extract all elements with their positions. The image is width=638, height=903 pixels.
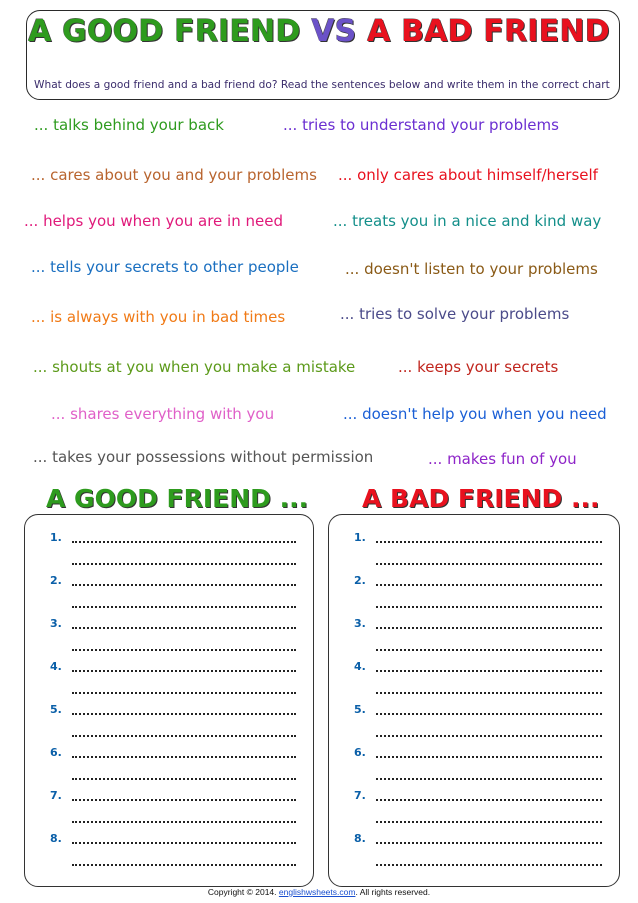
good-row-6[interactable]	[25, 744, 313, 766]
bad-row-2[interactable]	[329, 572, 619, 594]
row-number: 5.	[50, 703, 62, 716]
title-vs: VS	[311, 14, 357, 49]
answer-line[interactable]	[72, 821, 296, 823]
page-title	[0, 14, 638, 49]
row-number: 4.	[354, 660, 366, 673]
sentence-1: ... talks behind your back	[34, 116, 224, 134]
row-number: 2.	[354, 574, 366, 587]
sentence-10: ... tries to solve your problems	[340, 305, 570, 323]
sentence-4: ... only cares about himself/herself	[338, 166, 598, 184]
answer-line[interactable]	[376, 864, 602, 866]
answer-line[interactable]	[376, 541, 602, 543]
row-number: 5.	[354, 703, 366, 716]
copyright-suffix: . All rights reserved.	[355, 887, 431, 897]
good-row-4[interactable]	[25, 658, 313, 680]
sentence-8: ... doesn't listen to your problems	[345, 260, 598, 278]
answer-line[interactable]	[72, 541, 296, 543]
good-row-2[interactable]	[25, 572, 313, 594]
row-number: 7.	[354, 789, 366, 802]
sentence-15: ... takes your possessions without permission	[33, 448, 374, 466]
sentence-16: ... makes fun of you	[428, 450, 577, 468]
instructions: What does a good friend and a bad friend do? Read the sentences below and write them in the correct chart	[34, 79, 610, 91]
good-row-8[interactable]	[25, 830, 313, 852]
bad-friend-chart	[328, 514, 620, 887]
bad-row-8[interactable]	[329, 830, 619, 852]
answer-line[interactable]	[376, 584, 602, 586]
answer-line[interactable]	[72, 627, 296, 629]
bad-row-1[interactable]	[329, 529, 619, 551]
answer-line[interactable]	[376, 606, 602, 608]
row-number: 1.	[50, 531, 62, 544]
answer-line[interactable]	[376, 670, 602, 672]
bad-row-6[interactable]	[329, 744, 619, 766]
good-row-1[interactable]	[25, 529, 313, 551]
good-friend-heading: A GOOD FRIEND ...	[46, 484, 309, 513]
row-number: 1.	[354, 531, 366, 544]
row-number: 8.	[354, 832, 366, 845]
bad-friend-heading: A BAD FRIEND ...	[362, 484, 600, 513]
answer-line[interactable]	[72, 692, 296, 694]
answer-line[interactable]	[376, 799, 602, 801]
answer-line[interactable]	[376, 778, 602, 780]
bad-row-7[interactable]	[329, 787, 619, 809]
sentence-11: ... shouts at you when you make a mistake	[33, 358, 356, 376]
good-row-3[interactable]	[25, 615, 313, 637]
answer-line[interactable]	[72, 649, 296, 651]
answer-line[interactable]	[72, 670, 296, 672]
good-friend-chart	[24, 514, 314, 887]
row-number: 3.	[354, 617, 366, 630]
row-number: 6.	[354, 746, 366, 759]
sentence-13: ... shares everything with you	[51, 405, 275, 423]
row-number: 8.	[50, 832, 62, 845]
bad-row-4[interactable]	[329, 658, 619, 680]
sentence-12: ... keeps your secrets	[398, 358, 559, 376]
answer-line[interactable]	[72, 563, 296, 565]
good-row-5[interactable]	[25, 701, 313, 723]
sentence-2: ... tries to understand your problems	[283, 116, 559, 134]
answer-line[interactable]	[376, 842, 602, 844]
bad-row-5[interactable]	[329, 701, 619, 723]
sentence-9: ... is always with you in bad times	[31, 308, 286, 326]
sentence-7: ... tells your secrets to other people	[31, 258, 299, 276]
answer-line[interactable]	[376, 627, 602, 629]
row-number: 6.	[50, 746, 62, 759]
answer-line[interactable]	[72, 799, 296, 801]
answer-line[interactable]	[72, 842, 296, 844]
answer-line[interactable]	[376, 735, 602, 737]
site-link[interactable]: englishwsheets.com	[278, 887, 356, 897]
sentence-6: ... treats you in a nice and kind way	[333, 212, 602, 230]
row-number: 4.	[50, 660, 62, 673]
answer-line[interactable]	[72, 864, 296, 866]
answer-line[interactable]	[376, 563, 602, 565]
sentence-5: ... helps you when you are in need	[24, 212, 283, 230]
answer-line[interactable]	[72, 606, 296, 608]
answer-line[interactable]	[72, 778, 296, 780]
title-good: A GOOD FRIEND	[28, 14, 301, 49]
sentence-3: ... cares about you and your problems	[31, 166, 317, 184]
row-number: 3.	[50, 617, 62, 630]
answer-line[interactable]	[376, 821, 602, 823]
bad-row-3[interactable]	[329, 615, 619, 637]
title-bad: A BAD FRIEND	[367, 14, 610, 49]
row-number: 2.	[50, 574, 62, 587]
answer-line[interactable]	[376, 692, 602, 694]
row-number: 7.	[50, 789, 62, 802]
copyright-prefix: Copyright © 2014.	[207, 887, 277, 897]
good-row-7[interactable]	[25, 787, 313, 809]
answer-line[interactable]	[72, 735, 296, 737]
sentence-14: ... doesn't help you when you need	[343, 405, 607, 423]
answer-line[interactable]	[376, 713, 602, 715]
answer-line[interactable]	[72, 756, 296, 758]
answer-line[interactable]	[376, 756, 602, 758]
copyright-notice	[0, 887, 638, 897]
answer-line[interactable]	[72, 584, 296, 586]
answer-line[interactable]	[376, 649, 602, 651]
answer-line[interactable]	[72, 713, 296, 715]
